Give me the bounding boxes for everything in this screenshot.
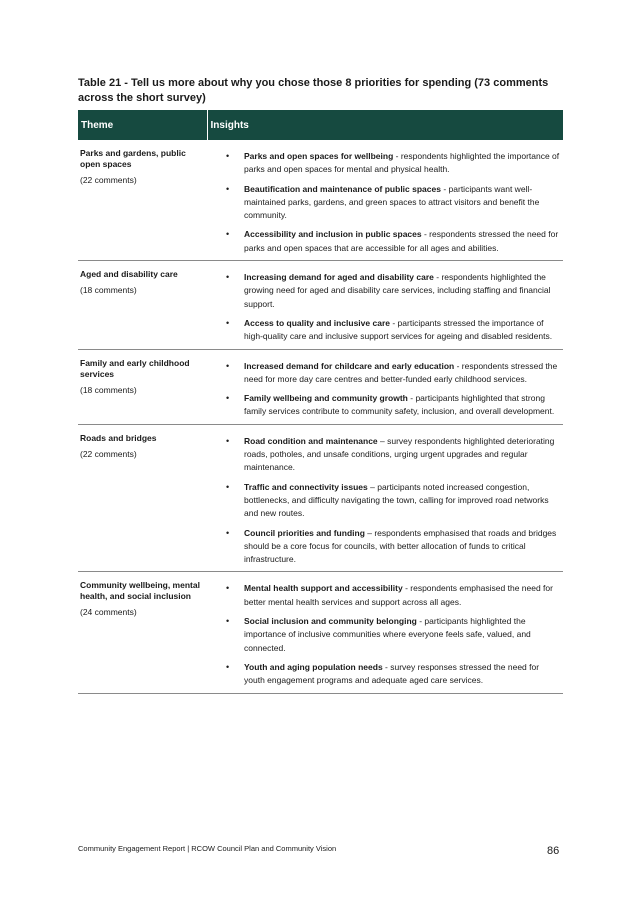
list-item xyxy=(207,661,563,688)
insight-text: respondents highlighted the growing need for aged and disability care services, including staffing and financial support. xyxy=(244,272,551,309)
header-theme: Theme xyxy=(78,110,207,140)
priorities-table xyxy=(78,110,563,694)
insight-title: Increasing demand for aged and disability care xyxy=(244,272,434,283)
table-row xyxy=(78,140,563,261)
list-item xyxy=(207,582,563,609)
insight-text: participants highlighted that strong family services contribute to community safety, inclusion, and overall development. xyxy=(244,393,555,417)
theme-cell xyxy=(78,261,207,349)
insights-list xyxy=(207,261,563,343)
bullet-icon: • xyxy=(226,151,230,161)
footer-text: Community Engagement Report | RCOW Council Plan and Community Vision xyxy=(78,844,337,853)
bullet-icon: • xyxy=(226,583,230,594)
insight-text: participants highlighted the importance of inclusive communities where everyone feels safe, valued, and connected. xyxy=(244,616,531,653)
bullet-icon: • xyxy=(226,661,230,672)
theme-name: Community wellbeing, mental health, and social inclusion xyxy=(80,580,200,602)
insights-cell xyxy=(207,261,563,349)
insight-separator: - xyxy=(440,183,449,194)
theme-name: Family and early childhood services xyxy=(80,357,190,379)
list-item xyxy=(207,435,563,475)
comment-count: (22 comments) xyxy=(80,448,137,459)
list-item xyxy=(207,527,563,567)
list-item xyxy=(207,360,563,387)
insight-separator: - xyxy=(454,360,462,371)
table-row xyxy=(78,261,563,349)
insight-separator: - xyxy=(389,317,398,328)
bullet-icon: • xyxy=(226,481,230,492)
bullet-icon: • xyxy=(226,616,230,627)
insight-text: respondents stressed the need for parks and open spaces that are accessible for all ages and abilities. xyxy=(244,229,559,253)
bullet-icon: • xyxy=(226,229,230,240)
insight-title: Beautification and maintenance of public spaces xyxy=(244,183,441,194)
bullet-icon: • xyxy=(226,360,230,371)
insight-text: respondents emphasised that roads and bridges should be a core focus for councils, with better allocation of funds to critical infrastructure. xyxy=(244,527,557,565)
insight-title: Increased demand for childcare and early education xyxy=(244,360,455,371)
insight-text: participants want well-maintained parks, gardens, and green spaces to attract visitors and benefit the community. xyxy=(244,183,540,221)
list-item xyxy=(207,183,563,223)
comment-count: (18 comments) xyxy=(80,384,137,395)
insight-title: Family wellbeing and community growth xyxy=(244,393,408,404)
bullet-icon: • xyxy=(226,527,230,538)
insight-text: survey respondents highlighted deteriorating roads, potholes, and unsafe conditions, urging urgent upgrades and regular maintenance. xyxy=(244,435,555,473)
insight-separator: - xyxy=(402,583,411,594)
table-row xyxy=(78,424,563,572)
bullet-icon: • xyxy=(226,393,230,404)
insight-separator: - xyxy=(421,229,430,240)
insight-separator: – xyxy=(377,435,388,446)
bullet-icon: • xyxy=(226,317,230,328)
insight-title: Accessibility and inclusion in public spaces xyxy=(244,229,422,240)
insight-title: Youth and aging population needs xyxy=(244,661,383,672)
insights-list xyxy=(207,572,563,687)
list-item xyxy=(207,271,563,311)
insight-text: survey responses stressed the need for youth engagement programs and adequate aged care services. xyxy=(244,661,540,686)
insight-title: Traffic and connectivity issues xyxy=(244,481,368,492)
bullet-icon: • xyxy=(226,272,230,283)
list-item xyxy=(207,317,563,344)
insight-title: Council priorities and funding xyxy=(244,527,365,538)
theme-name: Aged and disability care xyxy=(80,269,178,280)
table-caption: Table 21 - Tell us more about why you chose those 8 priorities for spending (73 comments across the short survey) xyxy=(78,77,549,104)
list-item xyxy=(207,615,563,655)
insight-separator: – xyxy=(364,527,375,538)
insight-title: Social inclusion and community belonging xyxy=(244,616,417,627)
insight-text: participants stressed the importance of high-quality care and inclusive support services for ageing and disabled residents. xyxy=(244,317,553,342)
list-item xyxy=(207,481,563,521)
insight-separator: - xyxy=(407,393,416,404)
insight-text: respondents emphasised the need for better mental health services and support across all ages. xyxy=(244,583,553,607)
insight-separator: – xyxy=(367,481,378,492)
theme-cell xyxy=(78,349,207,424)
insight-separator: - xyxy=(433,272,442,283)
list-item xyxy=(207,228,563,255)
insights-cell xyxy=(207,572,563,693)
comment-count: (18 comments) xyxy=(80,285,137,296)
insights-list xyxy=(207,425,563,567)
theme-cell xyxy=(78,572,207,693)
table-row xyxy=(78,349,563,424)
insights-cell xyxy=(207,349,563,424)
comment-count: (24 comments) xyxy=(80,607,137,618)
theme-name: Parks and gardens, public open spaces xyxy=(80,148,186,169)
header-insights: Insights xyxy=(207,110,563,140)
list-item xyxy=(207,392,563,419)
insight-separator: - xyxy=(393,151,401,161)
insights-list xyxy=(207,350,563,419)
bullet-icon: • xyxy=(226,183,230,194)
comment-count: (22 comments) xyxy=(80,175,137,185)
table-header-row xyxy=(78,110,563,140)
table-row xyxy=(78,572,563,693)
insights-list xyxy=(207,140,563,255)
insight-title: Access to quality and inclusive care xyxy=(244,317,390,328)
insight-title: Mental health support and accessibility xyxy=(244,583,403,594)
page-number: 86 xyxy=(547,845,560,857)
insight-text: participants noted increased congestion, bottlenecks, and difficulty navigating the town, calling for improved road networks and new routes. xyxy=(244,481,549,519)
insight-separator: - xyxy=(416,616,425,627)
insights-cell xyxy=(207,424,563,572)
theme-cell xyxy=(78,424,207,572)
insights-cell xyxy=(207,140,563,261)
insight-title: Road condition and maintenance xyxy=(244,435,378,446)
insight-text: respondents highlighted the importance of parks and open spaces for mental and physical health. xyxy=(244,151,560,175)
list-item xyxy=(207,150,563,177)
theme-name: Roads and bridges xyxy=(80,432,157,443)
theme-cell xyxy=(78,140,207,261)
insight-title: Parks and open spaces for wellbeing xyxy=(244,151,394,161)
insight-separator: - xyxy=(382,661,391,672)
bullet-icon: • xyxy=(226,435,230,446)
insight-text: respondents stressed the need for more day care centres and better-funded early childhood services. xyxy=(244,360,558,384)
